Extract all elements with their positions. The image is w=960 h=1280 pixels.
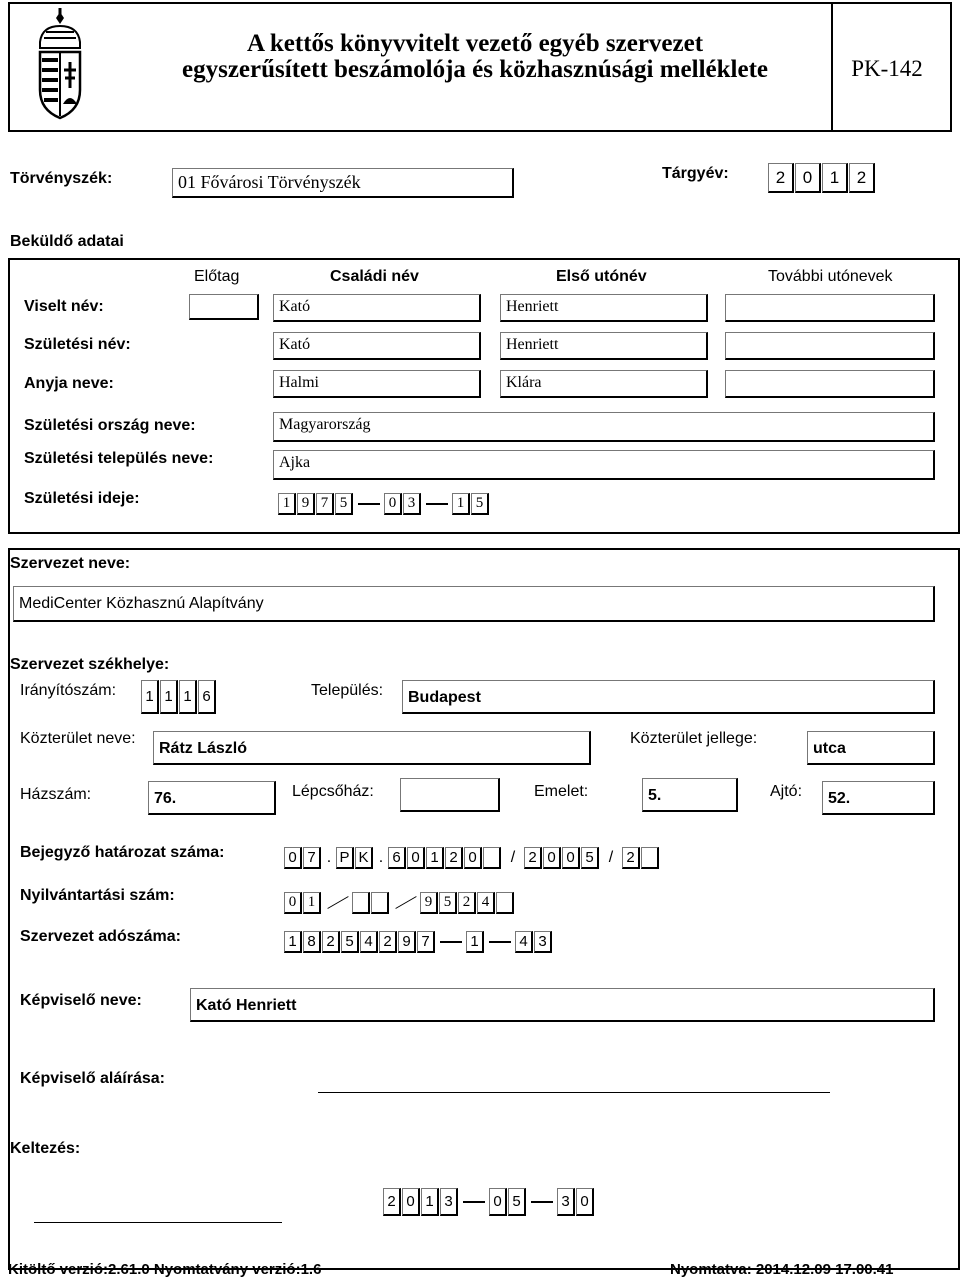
date-digit[interactable]: 3 <box>403 493 421 515</box>
year-digit[interactable]: 0 <box>795 163 821 193</box>
reg-digit[interactable]: 0 <box>464 847 482 869</box>
birth-city-label: Születési település neve: <box>24 450 214 467</box>
dated-dash <box>463 1201 485 1203</box>
reg-slash: / <box>608 849 614 866</box>
tax-label: Szervezet adószáma: <box>20 928 181 945</box>
birth-date-label: Születési ideje: <box>24 490 140 507</box>
house-field[interactable]: 76. <box>148 781 276 815</box>
registry-label: Nyilvántartási szám: <box>20 887 175 904</box>
tax-cells[interactable] <box>284 931 553 953</box>
dated-digit[interactable]: 3 <box>557 1188 575 1216</box>
reg-digit[interactable] <box>483 847 501 869</box>
signature-line <box>318 1092 830 1093</box>
title-line-2: egyszerűsített beszámolója és közhasznúsági melléklete <box>182 56 768 83</box>
dated-digit[interactable]: 0 <box>489 1188 507 1216</box>
reg-dot: . <box>326 849 332 866</box>
birth-country-field[interactable]: Magyarország <box>273 412 935 442</box>
registry-digit[interactable] <box>352 892 370 914</box>
reg-digit[interactable]: P <box>336 847 354 869</box>
col-prefix: Előtag <box>194 268 240 285</box>
current-other-field[interactable] <box>725 294 935 322</box>
date-dash <box>358 503 380 505</box>
town-label: Település: <box>311 682 384 699</box>
mother-first-field[interactable]: Klára <box>500 370 708 398</box>
org-name-field[interactable]: MediCenter Közhasznú Alapítvány <box>13 586 935 622</box>
reg-decision-label: Bejegyző határozat száma: <box>20 844 225 861</box>
org-seat-label: Szervezet székhelye: <box>10 656 170 673</box>
tax-digit[interactable]: 8 <box>303 931 321 953</box>
registry-slash <box>322 892 352 914</box>
col-family: Családi név <box>330 268 419 285</box>
tax-dash <box>440 941 462 943</box>
reg-digit[interactable]: K <box>355 847 373 869</box>
tax-digit[interactable]: 5 <box>341 931 359 953</box>
court-field[interactable]: 01 Fővárosi Törvényszék <box>172 168 514 198</box>
birth-date-cells[interactable] <box>278 493 490 515</box>
dated-digit[interactable]: 0 <box>402 1188 420 1216</box>
rep-name-label: Képviselő neve: <box>20 992 142 1009</box>
birth-first-field[interactable]: Henriett <box>500 332 708 360</box>
dated-cells[interactable] <box>383 1188 595 1216</box>
tax-digit[interactable]: 9 <box>398 931 416 953</box>
date-digit[interactable]: 5 <box>335 493 353 515</box>
date-digit[interactable]: 7 <box>316 493 334 515</box>
zip-digit[interactable]: 1 <box>160 680 178 714</box>
floor-label: Emelet: <box>534 783 589 800</box>
title-line-1: A kettős könyvvitelt vezető egyéb szervezet <box>246 30 704 57</box>
registry-digit[interactable]: 0 <box>284 892 302 914</box>
reg-digit[interactable]: 0 <box>284 847 302 869</box>
birth-country-label: Születési ország neve: <box>24 417 196 434</box>
registry-digit[interactable]: 4 <box>477 892 495 914</box>
floor-field[interactable]: 5. <box>642 778 738 812</box>
dated-digit[interactable]: 2 <box>383 1188 401 1216</box>
zip-cells[interactable] <box>141 680 217 714</box>
registry-cells[interactable] <box>284 892 515 914</box>
current-first-field[interactable]: Henriett <box>500 294 708 322</box>
reg-digit[interactable]: 6 <box>388 847 406 869</box>
rep-signature-label: Képviselő aláírása: <box>20 1070 165 1087</box>
date-digit[interactable]: 5 <box>471 493 489 515</box>
birth-city-field[interactable]: Ajka <box>273 450 935 480</box>
date-dash <box>426 503 448 505</box>
registry-digit[interactable] <box>371 892 389 914</box>
tax-digit[interactable]: 7 <box>417 931 435 953</box>
tax-digit[interactable]: 2 <box>322 931 340 953</box>
street-label: Közterület neve: <box>20 730 136 747</box>
tax-digit[interactable]: 2 <box>379 931 397 953</box>
door-field[interactable]: 52. <box>822 781 935 815</box>
reg-digit[interactable] <box>641 847 659 869</box>
reg-digit[interactable]: 2 <box>445 847 463 869</box>
court-label: Törvényszék: <box>10 170 113 187</box>
mother-label: Anyja neve: <box>24 375 114 392</box>
current-family-field[interactable]: Kató <box>273 294 481 322</box>
mother-family-field[interactable]: Halmi <box>273 370 481 398</box>
stamp-line <box>34 1222 282 1223</box>
org-name-label: Szervezet neve: <box>10 555 131 572</box>
footer-version: Kitöltő verzió:2.61.0 Nyomtatvány verzió:1.6 <box>8 1261 322 1278</box>
house-label: Házszám: <box>20 786 92 803</box>
tax-dash <box>489 941 511 943</box>
tax-digit[interactable]: 1 <box>284 931 302 953</box>
zip-digit[interactable]: 1 <box>141 680 159 714</box>
reg-digit[interactable]: 5 <box>581 847 599 869</box>
mother-other-field[interactable] <box>725 370 935 398</box>
dated-digit[interactable]: 3 <box>440 1188 458 1216</box>
current-name-label: Viselt név: <box>24 298 104 315</box>
reg-digit[interactable]: 0 <box>407 847 425 869</box>
street-type-field[interactable]: utca <box>807 731 935 765</box>
street-type-label: Közterület jellege: <box>630 730 758 747</box>
year-cells[interactable] <box>768 163 876 193</box>
town-field[interactable]: Budapest <box>402 680 935 714</box>
birth-name-label: Születési név: <box>24 336 131 353</box>
date-digit[interactable]: 9 <box>297 493 315 515</box>
birth-family-field[interactable]: Kató <box>273 332 481 360</box>
reg-digit[interactable]: 0 <box>543 847 561 869</box>
reg-digit[interactable]: 1 <box>426 847 444 869</box>
date-digit[interactable]: 1 <box>452 493 470 515</box>
street-field[interactable]: Rátz László <box>153 731 591 765</box>
reg-digit[interactable]: 2 <box>524 847 542 869</box>
registry-digit[interactable]: 1 <box>303 892 321 914</box>
tax-digit[interactable]: 3 <box>534 931 552 953</box>
reg-decision-cells[interactable] <box>284 847 660 869</box>
zip-digit[interactable]: 1 <box>179 680 197 714</box>
stair-label: Lépcsőház: <box>292 783 374 800</box>
registry-digit[interactable]: 9 <box>420 892 438 914</box>
reg-dot: . <box>378 849 384 866</box>
year-label: Tárgyév: <box>662 165 729 182</box>
col-first: Első utónév <box>556 268 647 285</box>
rep-name-field[interactable]: Kató Henriett <box>190 988 935 1022</box>
reg-slash: / <box>510 849 516 866</box>
form-code: PK-142 <box>851 56 923 81</box>
dated-dash <box>531 1201 553 1203</box>
birth-other-field[interactable] <box>725 332 935 360</box>
registry-digit[interactable]: 2 <box>458 892 476 914</box>
door-label: Ajtó: <box>770 783 803 800</box>
dated-digit[interactable]: 1 <box>421 1188 439 1216</box>
reg-digit[interactable]: 0 <box>562 847 580 869</box>
year-digit[interactable]: 2 <box>849 163 875 193</box>
registry-slash <box>390 892 420 914</box>
dated-digit[interactable]: 0 <box>576 1188 594 1216</box>
year-digit[interactable]: 1 <box>822 163 848 193</box>
date-digit[interactable]: 1 <box>278 493 296 515</box>
tax-digit[interactable]: 4 <box>360 931 378 953</box>
current-prefix-field[interactable] <box>189 294 259 320</box>
date-digit[interactable]: 0 <box>384 493 402 515</box>
col-other: További utónevek <box>768 268 893 285</box>
zip-digit[interactable]: 6 <box>198 680 216 714</box>
zip-label: Irányítószám: <box>20 682 117 699</box>
dated-label: Keltezés: <box>10 1140 81 1157</box>
year-digit[interactable]: 2 <box>768 163 794 193</box>
tax-digit[interactable]: 1 <box>466 931 484 953</box>
reg-digit[interactable]: 2 <box>622 847 640 869</box>
dated-digit[interactable]: 5 <box>508 1188 526 1216</box>
sender-title: Beküldő adatai <box>10 233 124 250</box>
registry-digit[interactable]: 5 <box>439 892 457 914</box>
tax-digit[interactable]: 4 <box>515 931 533 953</box>
coat-of-arms-icon <box>36 8 84 120</box>
reg-digit[interactable]: 7 <box>303 847 321 869</box>
footer-printed: Nyomtatva: 2014.12.09 17.00.41 <box>670 1261 894 1278</box>
registry-digit[interactable] <box>496 892 514 914</box>
stair-field[interactable] <box>400 778 500 812</box>
